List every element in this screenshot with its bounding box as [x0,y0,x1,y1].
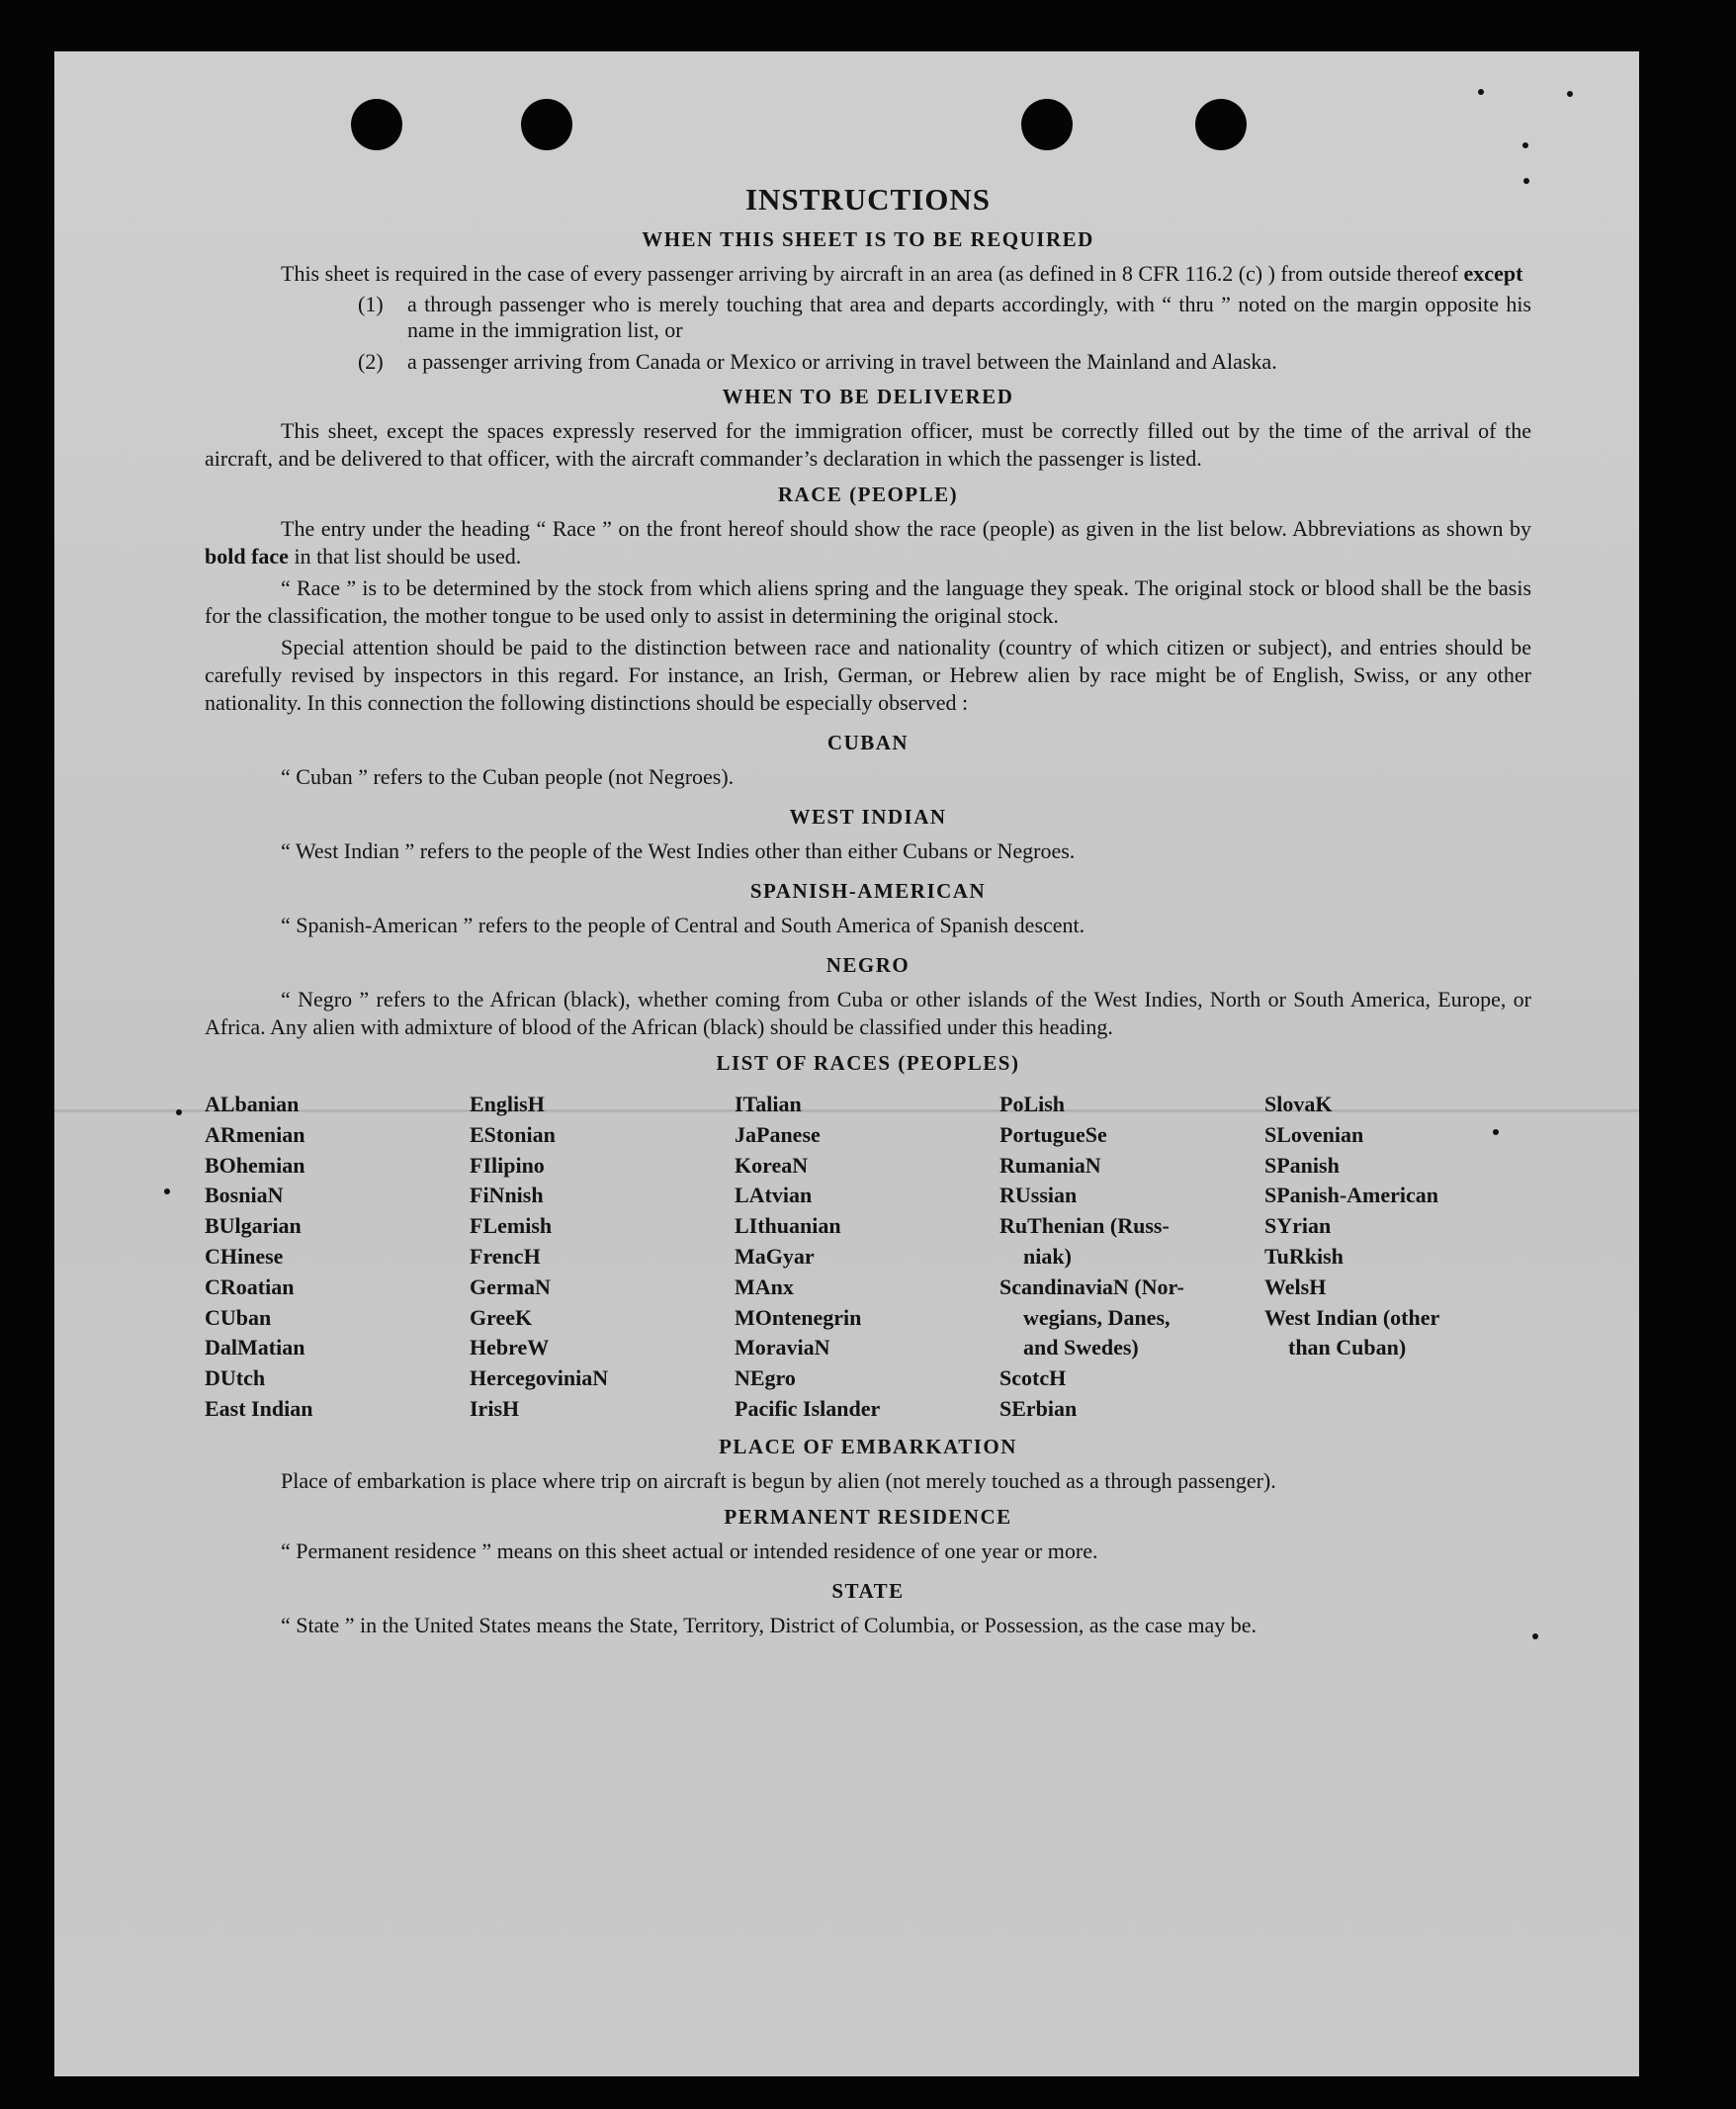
race-entry: NEgro [735,1365,796,1391]
punch-hole [521,99,572,150]
race-entry: PoLish [999,1092,1066,1116]
exception-item [358,349,1531,375]
exception-number: (2) [358,349,384,374]
race-entry: HercegoviniaN [470,1365,609,1391]
heading-state: STATE [831,1578,905,1603]
race-entry: LAtvian [735,1183,813,1208]
race-entry: WelsH [1264,1274,1327,1299]
heading-negro: NEGRO [825,953,911,977]
race-entry: SPanish-American [1264,1183,1438,1208]
race-entry: and Swedes) [1023,1335,1139,1361]
race-entry: IrisH [470,1395,520,1421]
race-entry: GreeK [470,1304,533,1330]
race-entry: ScandinaviaN (Nor- [999,1274,1184,1299]
required-intro [205,260,1531,288]
punch-hole [351,99,402,150]
race-entry: DUtch [205,1365,266,1391]
heading-west-indian: WEST INDIAN [789,805,947,829]
ink-speck [176,1109,182,1115]
race-entry: ALbanian [205,1092,300,1116]
race-entry: MoraviaN [735,1335,830,1361]
race-entry: BUlgarian [205,1213,302,1239]
exception-text: a passenger arriving from Canada or Mexico or arriving in travel between the Mainland and Alaska. [407,349,1277,374]
race-entry: FLemish [470,1213,553,1239]
required-intro-text: This sheet is required in the case of every passenger arriving by aircraft in an area (as defined in 8 CFR 116.2 (c) ) from outside thereof [281,261,1459,286]
state-text: “ State ” in the United States means the State, Territory, District of Columbia, or Possession, as the case may be. [281,1612,1258,1637]
race-paragraph-1 [205,515,1531,571]
required-intro-bold: except [1463,261,1523,286]
race-entry: FrencH [470,1243,541,1269]
race-p1-text-end: in that list should be used. [294,544,522,569]
race-entry: BosniaN [205,1183,284,1208]
race-entry: HebreW [470,1335,550,1361]
ink-speck [1567,91,1573,97]
race-entry: SErbian [999,1395,1078,1421]
ink-speck [1522,142,1528,148]
heading-race: RACE (PEOPLE) [777,483,959,506]
embarkation-text: Place of embarkation is place where trip on aircraft is begun by alien (not merely touched as a through passenger). [281,1467,1276,1493]
west-indian-text: “ West Indian ” refers to the people of the West Indies other than either Cubans or Negroes. [281,838,1076,863]
heading-place-of-embarkation: PLACE OF EMBARKATION [719,1434,1017,1458]
heading-spanish-american: SPANISH-AMERICAN [749,879,987,903]
cuban-text: “ Cuban ” refers to the Cuban people (not Negroes). [281,764,735,789]
race-entry: EStonian [470,1121,556,1147]
race-entry: ScotcH [999,1365,1067,1391]
race-entry: CUban [205,1304,272,1330]
race-entry: SYrian [1264,1213,1332,1239]
race-entry: ITalian [735,1092,802,1116]
punch-hole [1021,99,1073,150]
races-list [205,1090,1531,1425]
race-entry: SlovaK [1264,1092,1333,1116]
race-entry: SPanish [1264,1152,1340,1178]
race-entry: MaGyar [735,1243,815,1269]
negro-text: “ Negro ” refers to the African (black), whether coming from Cuba or other islands of the West Indies, North or South America, Europe, or Africa. Any alien with admixture of blood of the African (black) should be classified under this heading. [205,987,1531,1039]
race-entry: GermaN [470,1274,551,1299]
exception-text: a through passenger who is merely touching that area and departs accordingly, with “ thru ” noted on the margin opposite his name in the immigration list, or [407,292,1531,342]
race-entry: EnglisH [470,1092,545,1116]
exception-item [358,292,1531,343]
race-entry: RuThenian (Russ- [999,1213,1170,1239]
race-entry: than Cuban) [1288,1335,1407,1361]
race-p1-bold: bold face [205,544,289,569]
race-entry: BOhemian [205,1152,305,1178]
race-entry: PortugueSe [999,1121,1107,1147]
race-entry: RumaniaN [999,1152,1101,1178]
race-entry: JaPanese [735,1121,821,1147]
race-entry: ARmenian [205,1121,305,1147]
heading-when-required: WHEN THIS SHEET IS TO BE REQUIRED [642,227,1094,251]
race-entry: West Indian (other [1264,1304,1440,1330]
ink-speck [164,1188,170,1194]
race-entry: KoreaN [735,1152,809,1178]
race-paragraph-2: “ Race ” is to be determined by the stock from which aliens spring and the language they speak. The original stock or blood shall be the basis for the classification, the mother tongue to be used only to assist in determining the original stock. [205,575,1531,628]
race-entry: TuRkish [1264,1243,1344,1269]
permanent-residence-text: “ Permanent residence ” means on this sheet actual or intended residence of one year or more. [281,1538,1098,1563]
page-title: INSTRUCTIONS [744,182,991,217]
race-p1-text: The entry under the heading “ Race ” on the front hereof should show the race (people) as given in the list below. Abbreviations as shown by [281,516,1531,541]
race-entry: Pacific Islander [735,1395,881,1421]
race-entry: MAnx [735,1274,794,1299]
punch-hole [1195,99,1247,150]
race-entry: MOntenegrin [735,1304,862,1330]
instructions-content [205,176,1531,1643]
race-entry: CRoatian [205,1274,295,1299]
exception-number: (1) [358,292,384,316]
ink-speck [1532,1633,1538,1639]
race-entry: SLovenian [1264,1121,1364,1147]
race-entry: niak) [1023,1243,1072,1269]
race-entry: East Indian [205,1395,313,1421]
race-entry: wegians, Danes, [1023,1304,1171,1330]
race-entry: FIlipino [470,1152,545,1178]
heading-permanent-residence: PERMANENT RESIDENCE [724,1504,1012,1529]
race-entry: LIthuanian [735,1213,841,1239]
race-entry: CHinese [205,1243,284,1269]
spanish-american-text: “ Spanish-American ” refers to the people of Central and South America of Spanish descent. [281,913,1085,937]
ink-speck [1478,89,1484,95]
heading-list-of-races: LIST OF RACES (PEOPLES) [716,1051,1020,1075]
document-sheet [54,51,1639,2076]
heading-when-delivered: WHEN TO BE DELIVERED [722,385,1014,408]
delivered-text: This sheet, except the spaces expressly reserved for the immigration officer, must be correctly filled out by the time of the arrival of the aircraft, and be delivered to that officer, with the aircraft commander’s declaration in which the passenger is listed. [205,418,1531,471]
race-entry: DalMatian [205,1335,305,1361]
race-entry: FiNnish [470,1183,544,1208]
race-paragraph-3: Special attention should be paid to the distinction between race and nationality (country of which citizen or subject), and entries should be carefully revised by inspectors in this regard. For instance, an Irish, German, or Hebrew alien by race might be of English, Swiss, or any other nationality. In this connection the following distinctions should be especially observed : [205,635,1531,715]
heading-cuban: CUBAN [826,731,910,754]
race-entry: RUssian [999,1183,1078,1208]
